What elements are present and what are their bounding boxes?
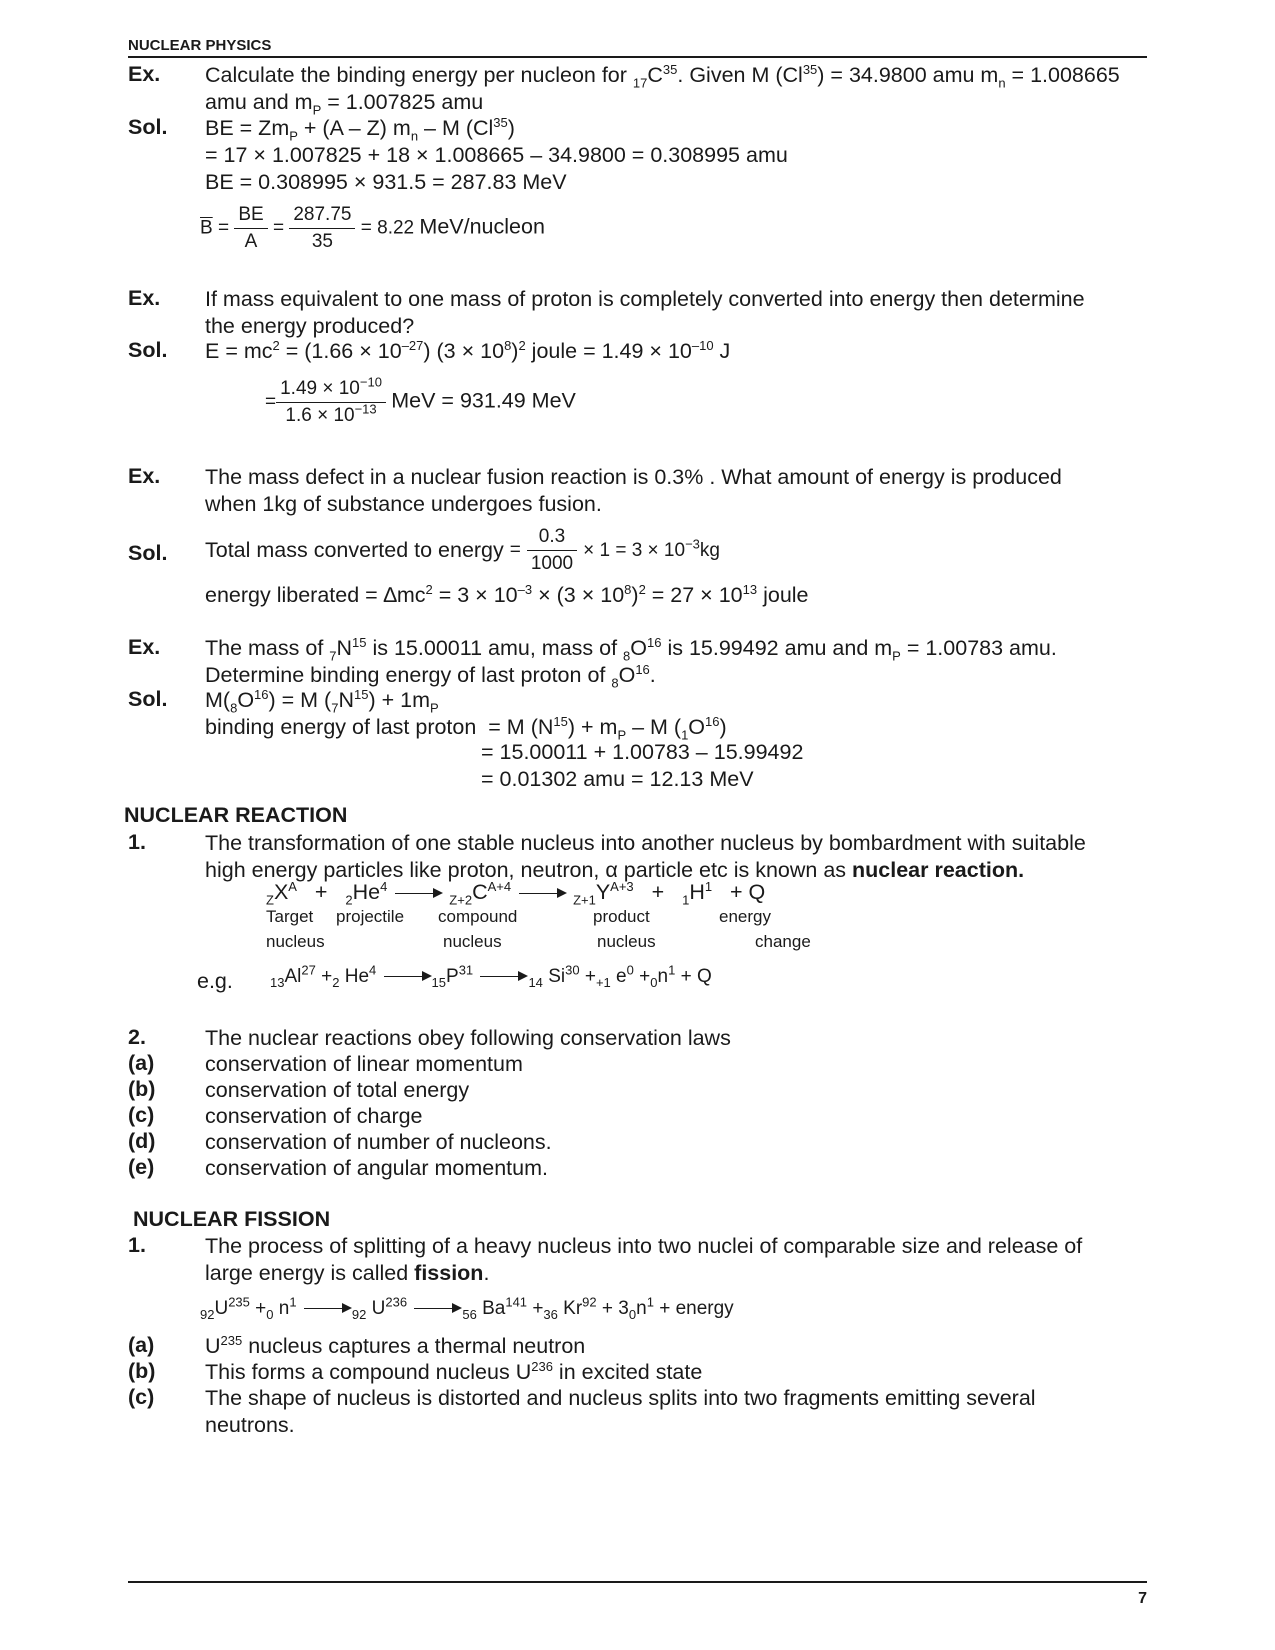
ex3-sol-label: Sol. bbox=[128, 541, 168, 565]
running-header: NUCLEAR PHYSICS bbox=[128, 37, 272, 54]
ex4-label: Ex. bbox=[128, 635, 161, 659]
law-a-text: conservation of linear momentum bbox=[205, 1052, 523, 1076]
ex1-label: Ex. bbox=[128, 62, 161, 86]
nf-item-a-label: (a) bbox=[128, 1333, 155, 1357]
ex2-label: Ex. bbox=[128, 286, 161, 310]
law-e-label: (e) bbox=[128, 1155, 155, 1179]
reaction-scheme: $_ZX^A$ + $_2He^4$ $_{Z+2}C^{A+4}$ $_{Z+1}Y^{A+3}$ + $_1H^1$ + Q bbox=[266, 878, 766, 908]
arrow-icon bbox=[304, 1308, 350, 1309]
nr-p1-num: 1. bbox=[128, 830, 146, 854]
header-rule bbox=[128, 56, 1147, 58]
caption-product: product bbox=[593, 907, 650, 926]
arrow-icon bbox=[414, 1308, 460, 1309]
ex1-solution: BE = $Zm_P + (A - Z)$ $m_n$ – M $(Cl^{35})$ = 17 × 1.007825 + 18 × 1.008665 – 34.9800 = 0.308995 amu BE = 0.308995 × 931.5 = 287.83 MeV bbox=[205, 114, 788, 194]
nf-p1-num: 1. bbox=[128, 1233, 146, 1257]
ex4-solution-cont: = 15.00011 + 1.00783 – 15.99492 = 0.01302 amu = 12.13 MeV bbox=[481, 740, 804, 791]
caption-energy: energy bbox=[719, 907, 771, 926]
ex4-question: The mass of $_7N^{15}$ is 15.00011 amu, mass of $_8O^{16}$ is 15.99492 amu and $m_P = 1.00783$ amu. Determine binding energy of last proton of $_8O^{16}$. bbox=[205, 634, 1057, 691]
law-c-label: (c) bbox=[128, 1103, 155, 1127]
ex3-solution-line1: Total mass converted to energy = $\frac{0.3}{1000}$ × $1 = 3 \times 10^{-3}kg$ bbox=[205, 526, 720, 574]
ex1-question: Calculate the binding energy per nucleon for $_{17}C^{35}$. Given M $(Cl^{35}) = 34.9800$ amu $m_n = 1.008665$ amu and $m_P = 1.007825$ amu bbox=[205, 61, 1120, 118]
ex3-question: The mass defect in a nuclear fusion reaction is 0.3% . What amount of energy is produced when 1kg of substance undergoes fusion. bbox=[205, 465, 1062, 516]
ex2-solution: $E = mc^2 = (1.66 \times 10^{-27}) (3 \times 10^8)^2$ joule = $1.49 \times 10^{-10}$ J bbox=[205, 337, 731, 363]
nf-item-b-text: This forms a compound nucleus $U^{236}$ in excited state bbox=[205, 1358, 703, 1384]
section-title-nuclear-fission: NUCLEAR FISSION bbox=[133, 1207, 331, 1231]
caption-change: change bbox=[755, 932, 811, 951]
nf-p1-text: The process of splitting of a heavy nucleus into two nuclei of comparable size and release of large energy is called fission. bbox=[205, 1234, 1083, 1285]
ex4-solution: $M(_8O^{16}) = M$ $(_7N^{15}) + 1m_P$ binding energy of last proton = M $(N^{15}) + m_P - M$ $(_1O^{16})$ bbox=[205, 686, 727, 743]
caption-nucleus-1: nucleus bbox=[266, 932, 325, 951]
nf-item-a-text: $U^{235}$ nucleus captures a thermal neutron bbox=[205, 1332, 586, 1358]
caption-compound: compound bbox=[438, 907, 518, 926]
caption-projectile: projectile bbox=[336, 907, 405, 926]
law-b-label: (b) bbox=[128, 1077, 156, 1101]
fission-equation: $_{92}U^{235} +_0$ $n^1$ $_{92}$ $U^{236}$ $_{56}$ $Ba^{141} +_{36}$ $Kr^{92} + 3_0n^1$ + energy bbox=[200, 1294, 734, 1322]
nr-p2-num: 2. bbox=[128, 1025, 146, 1049]
ex2-question: If mass equivalent to one mass of proton is completely converted into energy then determine the energy produced? bbox=[205, 287, 1085, 338]
nf-item-b-label: (b) bbox=[128, 1359, 156, 1383]
law-b-text: conservation of total energy bbox=[205, 1078, 470, 1102]
law-e-text: conservation of angular momentum. bbox=[205, 1156, 548, 1180]
eg-equation: $_{13}Al^{27} +_2$ He$^4$ $_{15}P^{31}$ $_{14}$ $Si^{30} +_{+1}$ $e^0 +_0n^1 + Q$ bbox=[270, 962, 712, 990]
caption-nucleus-3: nucleus bbox=[597, 932, 656, 951]
ex3-solution-line2: energy liberated = $\Delta mc^2 = 3 \times 10^{-3} \times (3 \times 10^8)^2 = 27 \times 10^{13}$ joule bbox=[205, 581, 809, 607]
caption-target: Target bbox=[266, 907, 314, 926]
arrow-icon bbox=[395, 893, 441, 894]
law-a-label: (a) bbox=[128, 1051, 155, 1075]
ex3-label: Ex. bbox=[128, 464, 161, 488]
eg-label: e.g. bbox=[197, 969, 233, 993]
caption-nucleus-2: nucleus bbox=[443, 932, 502, 951]
nf-item-c-text: The shape of nucleus is distorted and nucleus splits into two fragments emitting several neutrons. bbox=[205, 1386, 1036, 1437]
ex1-sol-label: Sol. bbox=[128, 115, 168, 139]
nr-p1-text: The transformation of one stable nucleus into another nucleus by bombardment with suitable high energy particles like proton, neutron, α particle etc is known as nuclear reaction. bbox=[205, 831, 1086, 882]
section-title-nuclear-reaction: NUCLEAR REACTION bbox=[124, 803, 348, 827]
nf-item-c-label: (c) bbox=[128, 1385, 155, 1409]
law-c-text: conservation of charge bbox=[205, 1104, 423, 1128]
footer-rule bbox=[128, 1581, 1147, 1583]
arrow-icon bbox=[519, 893, 565, 894]
ex2-sol-label: Sol. bbox=[128, 338, 168, 362]
arrow-icon bbox=[384, 976, 430, 977]
ex1-fraction: $\overline{B}$ = $\frac{BE}{A}$ = $\frac{287.75}{35}$ = 8.22 MeV/nucleon bbox=[200, 204, 545, 252]
page-number: 7 bbox=[1138, 1590, 1147, 1607]
arrow-icon bbox=[480, 976, 526, 977]
ex2-fraction: = $\frac{1.49 \times 10^{-10}}{1.6 \times 10^{-13}}$ MeV = 931.49 MeV bbox=[265, 374, 576, 426]
law-d-label: (d) bbox=[128, 1129, 156, 1153]
law-d-text: conservation of number of nucleons. bbox=[205, 1130, 552, 1154]
ex4-sol-label: Sol. bbox=[128, 687, 168, 711]
nr-p2-text: The nuclear reactions obey following conservation laws bbox=[205, 1026, 731, 1050]
